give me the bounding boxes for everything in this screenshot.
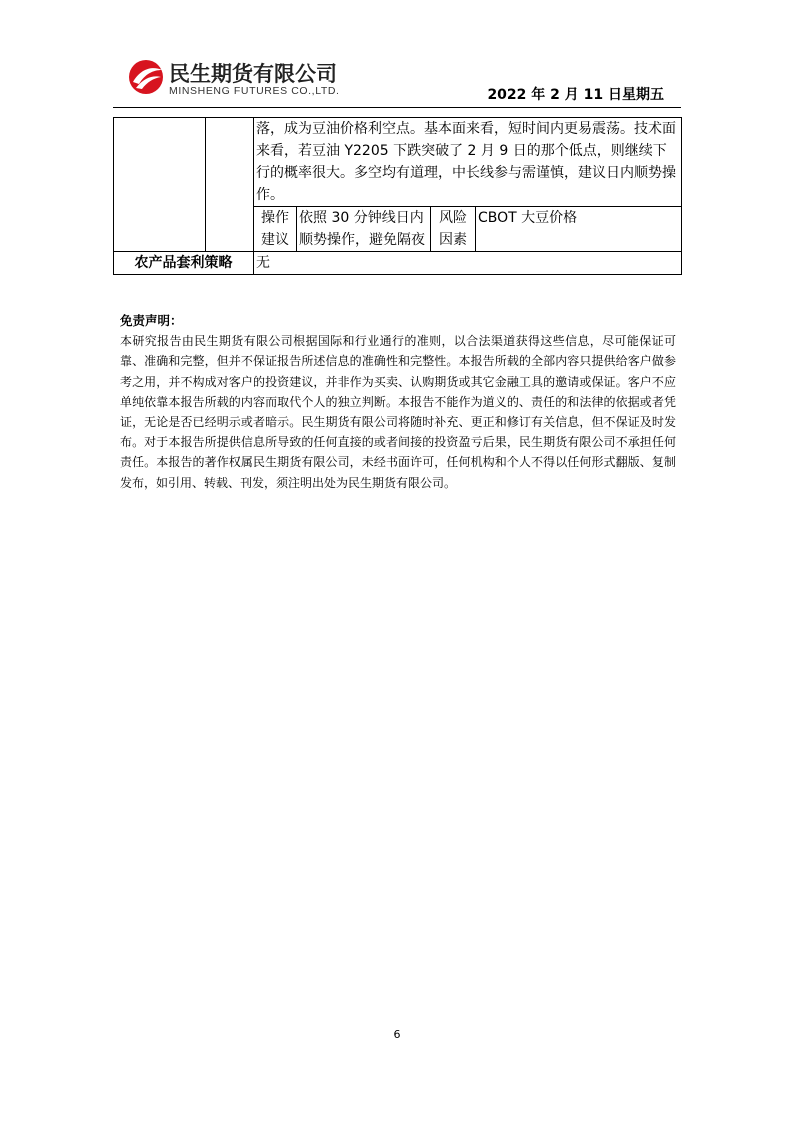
company-logo xyxy=(127,58,367,100)
arbitrage-label: 农产品套利策略 xyxy=(114,252,254,275)
page-number: 6 xyxy=(393,1028,401,1041)
table-row xyxy=(114,252,682,275)
risk-label: 风险因素 xyxy=(431,207,476,252)
arbitrage-value: 无 xyxy=(254,252,682,275)
report-date: 2022 年 2 月 11 日星期五 xyxy=(487,87,664,103)
minsheng-logo-icon xyxy=(127,58,165,96)
company-name-cn: 民生期货有限公司 xyxy=(169,62,337,86)
risk-text: CBOT 大豆价格 xyxy=(476,207,682,252)
disclaimer-section xyxy=(120,311,676,493)
disclaimer-body: 本研究报告由民生期货有限公司根据国际和行业通行的准则，以合法渠道获得这些信息，尽可能保证可靠、准确和完整，但并不保证报告所述信息的准确性和完整性。本报告所载的全部内容只提供给客户做参考之用，并不构成对客户的投资建议，并非作为买卖、认购期货或其它金融工具的邀请或保证。客户不应单纯依靠本报告所载的内容而取代个人的独立判断。本报告不能作为道义的、责任的和法律的依据或者凭证，无论是否已经明示或者暗示。民生期货有限公司将随时补充、更正和修订有关信息，但不保证及时发布。对于本报告所提供信息所导致的任何直接的或者间接的投资盈亏后果，民生期货有限公司不承担任何责任。本报告的著作权属民生期货有限公司，未经书面许可，任何机构和个人不得以任何形式翻版、复制发布，如引用、转载、刊发，须注明出处为民生期货有限公司。 xyxy=(120,334,676,490)
operation-text: 依照 30 分钟线日内顺势操作，避免隔夜 xyxy=(297,207,431,252)
company-name-en: MINSHENG FUTURES CO.,LTD. xyxy=(169,85,340,97)
table-cell-empty xyxy=(206,118,254,252)
table-cell-empty xyxy=(114,118,206,252)
header-divider xyxy=(113,107,681,108)
disclaimer-title: 免责声明： xyxy=(120,313,183,328)
analysis-text: 落，成为豆油价格利空点。基本面来看，短时间内更易震荡。技术面来看，若豆油 Y2205 下跌突破了 2 月 9 日的那个低点，则继续下行的概率很大。多空均有道理，中长线参与需谨慎，建议日内顺势操作。 xyxy=(254,118,682,207)
table-row xyxy=(114,118,682,207)
strategy-table xyxy=(113,117,682,275)
operation-label: 操作建议 xyxy=(254,207,297,252)
